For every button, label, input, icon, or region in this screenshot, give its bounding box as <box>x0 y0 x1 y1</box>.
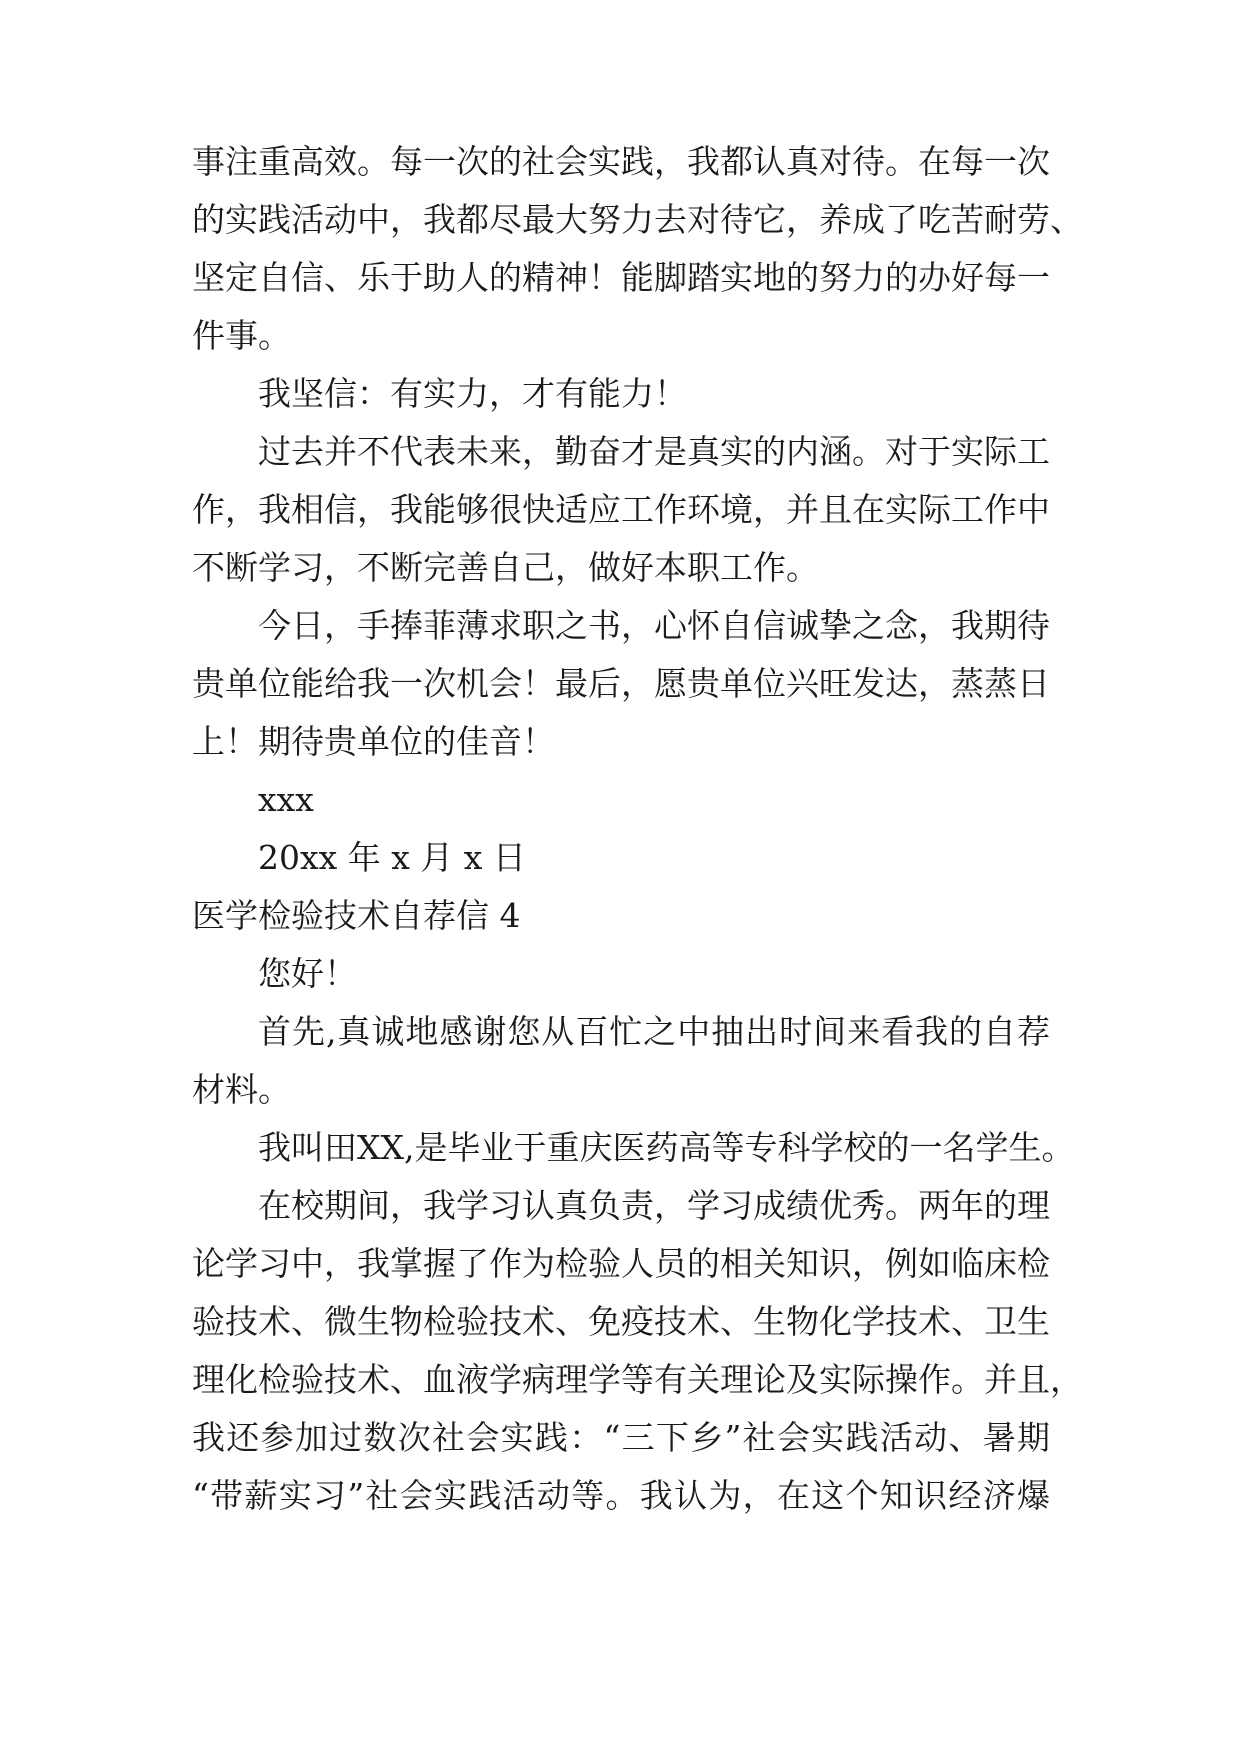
paragraph-line: 的实践活动中，我都尽最大努力去对待它，养成了吃苦耐劳、 <box>192 200 1083 239</box>
paragraph-line: 我坚信：有实力，才有能力！ <box>258 374 687 413</box>
signature-date: 20xx 年 x 月 x 日 <box>258 838 526 877</box>
paragraph-line: 今日，手捧菲薄求职之书，心怀自信诚挚之念，我期待 <box>258 606 1050 645</box>
paragraph-line: “带薪实习”社会实践活动等。我认为，在这个知识经济爆 <box>192 1476 1050 1515</box>
paragraph-line: 论学习中，我掌握了作为检验人员的相关知识，例如临床检 <box>192 1244 1050 1283</box>
paragraph-line: 事注重高效。每一次的社会实践，我都认真对待。在每一次 <box>192 142 1050 181</box>
paragraph-line: 理化检验技术、血液学病理学等有关理论及实际操作。并且， <box>192 1360 1083 1399</box>
paragraph-line: 我叫田XX,是毕业于重庆医药高等专科学校的一名学生。 <box>258 1128 1075 1167</box>
section-heading: 医学检验技术自荐信 4 <box>192 896 521 935</box>
paragraph-line: 验技术、微生物检验技术、免疫技术、生物化学技术、卫生 <box>192 1302 1050 1341</box>
greeting: 您好！ <box>258 954 357 993</box>
paragraph-line: 件事。 <box>192 316 291 355</box>
signature-name: xxx <box>258 780 314 819</box>
paragraph-line: 材料。 <box>192 1070 291 1109</box>
paragraph-line: 坚定自信、乐于助人的精神！能脚踏实地的努力的办好每一 <box>192 258 1050 297</box>
paragraph-line: 上！期待贵单位的佳音！ <box>192 722 555 761</box>
paragraph-line: 首先,真诚地感谢您从百忙之中抽出时间来看我的自荐 <box>258 1012 1050 1051</box>
paragraph-line: 过去并不代表未来，勤奋才是真实的内涵。对于实际工 <box>258 432 1050 471</box>
paragraph-line: 我还参加过数次社会实践：“三下乡”社会实践活动、暑期 <box>192 1418 1050 1457</box>
paragraph-line: 作，我相信，我能够很快适应工作环境，并且在实际工作中 <box>192 490 1050 529</box>
paragraph-line: 在校期间，我学习认真负责，学习成绩优秀。两年的理 <box>258 1186 1050 1225</box>
paragraph-line: 贵单位能给我一次机会！最后，愿贵单位兴旺发达，蒸蒸日 <box>192 664 1050 703</box>
paragraph-line: 不断学习，不断完善自己，做好本职工作。 <box>192 548 819 587</box>
